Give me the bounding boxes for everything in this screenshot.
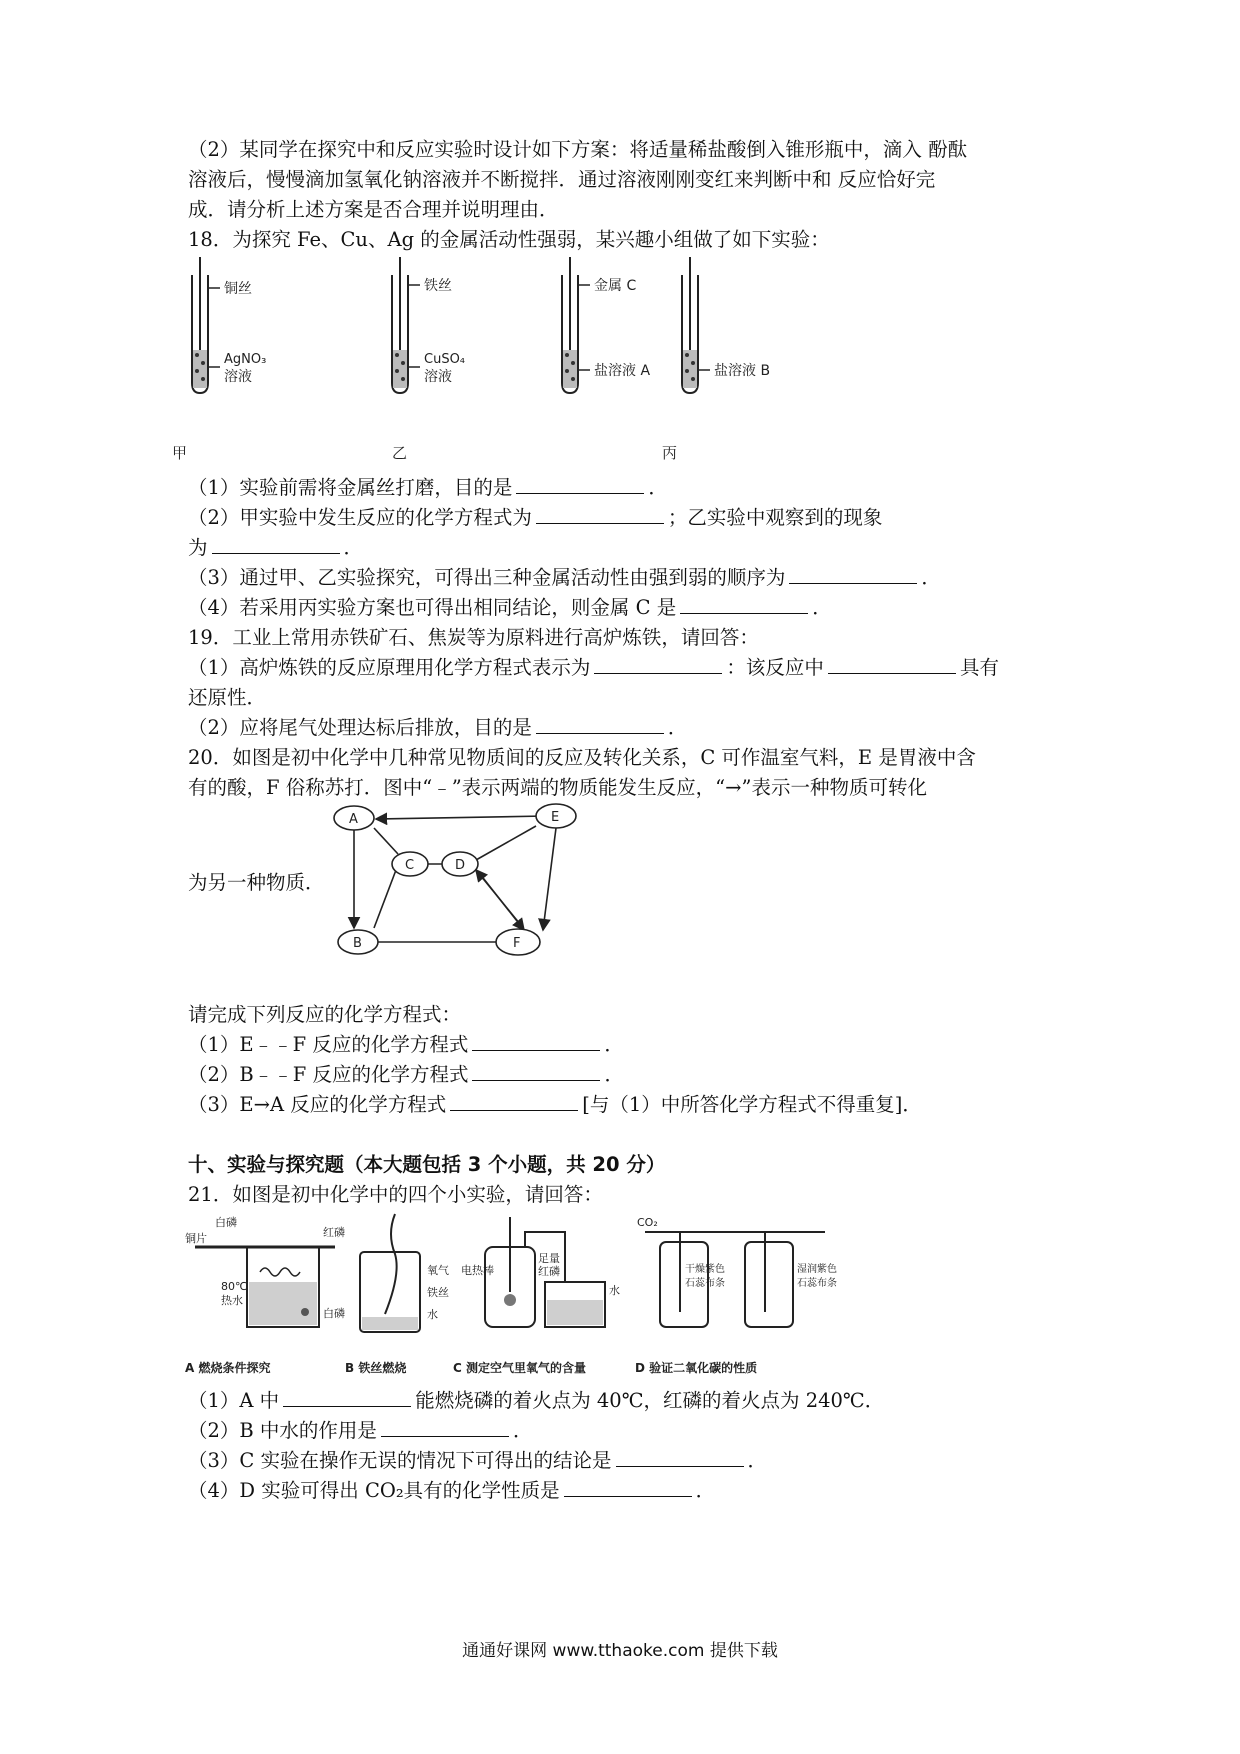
q21-p1: [188, 1386, 1070, 1416]
label-iron-wire: 铁丝: [424, 278, 452, 294]
q19-p2-end: ．: [667, 716, 688, 739]
test-tube-bing-1: [562, 257, 590, 393]
test-tube-jia: [192, 257, 220, 393]
q19-p2: [188, 713, 1070, 743]
label-salt-solution-a: 盐溶液 A: [594, 363, 651, 379]
label-solution-jia: 溶液: [224, 369, 252, 385]
q18-p4-text: （4）若采用丙实验方案也可得出相同结论，则金属 C 是: [188, 596, 677, 619]
experiment-b-apparatus: [360, 1214, 449, 1332]
q18-stem: 18．为探究 Fe、Cu、Ag 的金属活动性强弱，某兴趣小组做了如下实验：: [188, 228, 830, 251]
caption-c: C 测定空气里氧气的含量: [453, 1361, 586, 1375]
q18-p1-end: ．: [648, 476, 668, 499]
q18-p3: [188, 563, 1070, 593]
q19-p1-line2: 还原性．: [188, 686, 267, 709]
a-label-white-phosphorus-bottom: 白磷: [323, 1307, 345, 1320]
caption-d: D 验证二氧化碳的性质: [635, 1361, 758, 1375]
a-label-hot-water: 热水: [221, 1294, 243, 1307]
d-label-wet-purple: 湿润紫色: [797, 1264, 837, 1275]
q21-p3: [188, 1446, 1070, 1476]
q18-p2-line2-text: 为: [188, 536, 208, 559]
q21-stem: 21．如图是初中化学中的四个小实验，请回答：: [188, 1183, 603, 1206]
q21-p2-text: （2）B 中水的作用是: [188, 1419, 377, 1442]
q21-p4-end: ．: [695, 1479, 716, 1502]
d-label-litmus-strip-1: 石蕊布条: [685, 1278, 725, 1289]
label-bing: 丙: [662, 444, 678, 462]
answer-blank[interactable]: [472, 1030, 600, 1051]
answer-blank[interactable]: [564, 1476, 692, 1497]
node-a-label: A: [349, 812, 358, 827]
label-yi: 乙: [392, 444, 408, 462]
q18-p3-text: （3）通过甲、乙实验探究，可得出三种金属活动性由强到弱的顺序为: [188, 566, 786, 589]
label-cuso4: CuSO₄: [424, 352, 466, 367]
a-label-copper-sheet: 铜片: [185, 1232, 207, 1245]
q19-p1-end: 具有: [959, 656, 999, 679]
answer-blank[interactable]: [381, 1416, 509, 1437]
c-label-sufficient: 足量: [538, 1252, 560, 1265]
q18-p2-line2: [188, 533, 1070, 563]
answer-blank[interactable]: [680, 593, 808, 614]
label-copper-wire: 铜丝: [224, 281, 252, 297]
label-metal-c: 金属 C: [594, 278, 637, 294]
test-tube-figure: [170, 255, 870, 470]
q20-line2: 有的酸，F 俗称苏打．图中“﹣”表示两端的物质能发生反应，“→”表示一种物质可转化: [188, 776, 927, 799]
q18-p4-end: ．: [812, 596, 832, 619]
q20-p1-text: （1）E﹣﹣F 反应的化学方程式: [188, 1033, 469, 1056]
answer-blank[interactable]: [828, 653, 956, 674]
q20-p3: [188, 1090, 1070, 1120]
q21-p2: [188, 1416, 1070, 1446]
node-d-label: D: [455, 858, 466, 873]
q20-p1: [188, 1030, 1070, 1060]
section-heading: 十、实验与探究题（本大题包括 3 个小题，共 20 分）: [188, 1153, 666, 1176]
q18-p2-middle: ；乙实验中观察到的现象: [667, 506, 883, 529]
experiment-d-apparatus: [637, 1216, 837, 1327]
answer-blank[interactable]: [516, 473, 644, 494]
b-label-water: 水: [427, 1308, 438, 1321]
answer-blank[interactable]: [536, 503, 664, 524]
q20-p2-end: ．: [604, 1063, 624, 1086]
q18-p1-text: （1）实验前需将金属丝打磨，目的是: [188, 476, 513, 499]
answer-blank[interactable]: [594, 653, 722, 674]
q20-p1-end: ．: [604, 1033, 624, 1056]
label-solution-yi: 溶液: [424, 369, 452, 385]
label-salt-solution-b: 盐溶液 B: [714, 363, 771, 379]
b-label-iron-wire: 铁丝: [427, 1286, 449, 1299]
d-label-litmus-strip-2: 石蕊布条: [797, 1278, 837, 1289]
label-agno3: AgNO₃: [224, 352, 267, 367]
q18-p3-end: ．: [921, 566, 941, 589]
q19-p1-text: （1）高炉炼铁的反应原理用化学方程式表示为: [188, 656, 591, 679]
a-label-white-phosphorus-top: 白磷: [215, 1216, 237, 1229]
q18-p4: [188, 593, 1070, 623]
q21-p1-text: （1）A 中: [188, 1389, 280, 1412]
answer-blank[interactable]: [450, 1090, 578, 1111]
footer-download-note: 通通好课网 www.tthaoke.com 提供下载: [462, 1641, 778, 1661]
answer-blank[interactable]: [789, 563, 917, 584]
node-c-label: C: [405, 858, 415, 873]
q21-p3-end: ．: [747, 1449, 768, 1472]
q20-line3: 为另一种物质．: [188, 871, 325, 894]
q19-p1: [188, 653, 1070, 683]
q21-p4: [188, 1476, 1070, 1506]
test-tube-bing-2: [682, 257, 710, 393]
q18-p2: [188, 503, 1070, 533]
b-label-oxygen: 氧气: [427, 1264, 449, 1277]
a-label-temperature: 80℃: [221, 1280, 248, 1293]
q21-p3-text: （3）C 实验在操作无误的情况下可得出的结论是: [188, 1449, 612, 1472]
q20-line1: 20．如图是初中化学中几种常见物质间的反应及转化关系，C 可作温室气料，E 是胃液中含: [188, 746, 976, 769]
q19-p2-text: （2）应将尾气处理达标后排放，目的是: [188, 716, 532, 739]
four-experiments-figure: [185, 1212, 885, 1382]
q19-stem: 19．工业上常用赤铁矿石、焦炭等为原料进行高炉炼铁，请回答：: [188, 626, 759, 649]
q20-p3-text: （3）E→A 反应的化学方程式: [188, 1093, 447, 1116]
q21-p4-text: （4）D 实验可得出 CO₂具有的化学性质是: [188, 1479, 560, 1502]
a-label-red-phosphorus: 红磷: [323, 1226, 345, 1239]
q17-line2: 溶液后，慢慢滴加氢氧化钠溶液并不断搅拌．通过溶液刚刚变红来判断中和 反应恰好完: [188, 168, 936, 191]
c-label-heating-rod: 电热棒: [461, 1264, 494, 1277]
substance-relation-diagram: [330, 800, 610, 970]
node-e-label: E: [551, 810, 560, 825]
label-jia: 甲: [172, 444, 188, 462]
c-label-water: 水: [609, 1284, 620, 1297]
q20-p2-text: （2）B﹣﹣F 反应的化学方程式: [188, 1063, 469, 1086]
c-label-red-phosphorus: 红磷: [538, 1265, 560, 1278]
caption-b: B 铁丝燃烧: [345, 1361, 407, 1375]
d-label-dry-purple: 干燥紫色: [685, 1264, 725, 1275]
answer-blank[interactable]: [283, 1386, 411, 1407]
answer-blank[interactable]: [616, 1446, 744, 1467]
d-label-co2: CO₂: [637, 1216, 658, 1229]
answer-blank[interactable]: [212, 533, 340, 554]
q20-prompt: 请完成下列反应的化学方程式：: [188, 1003, 462, 1026]
q17-line1: （2）某同学在探究中和反应实验时设计如下方案：将适量稀盐酸倒入锥形瓶中，滴入 酚酞: [188, 138, 968, 161]
test-tube-yi: [392, 257, 420, 393]
experiment-c-apparatus: [461, 1217, 620, 1327]
q18-p2-text: （2）甲实验中发生反应的化学方程式为: [188, 506, 532, 529]
q20-p3-end: [与（1）中所答化学方程式不得重复]．: [582, 1093, 922, 1116]
node-b-label: B: [353, 936, 362, 951]
q21-p1-end: 能燃烧磷的着火点为 40℃，红磷的着火点为 240℃．: [415, 1389, 885, 1412]
answer-blank[interactable]: [536, 713, 664, 734]
experiment-a-apparatus: [185, 1215, 345, 1327]
caption-a: A 燃烧条件探究: [185, 1361, 271, 1375]
answer-blank[interactable]: [472, 1060, 600, 1081]
q18-p2-line2-end: ．: [343, 536, 364, 559]
q21-p2-end: ．: [512, 1419, 533, 1442]
q20-p2: [188, 1060, 1070, 1090]
q19-p1-middle: ：该反应中: [726, 656, 824, 679]
q18-p1: [188, 473, 1070, 503]
q17-line3: 成．请分析上述方案是否合理并说明理由．: [188, 198, 559, 221]
node-f-label: F: [513, 936, 521, 951]
